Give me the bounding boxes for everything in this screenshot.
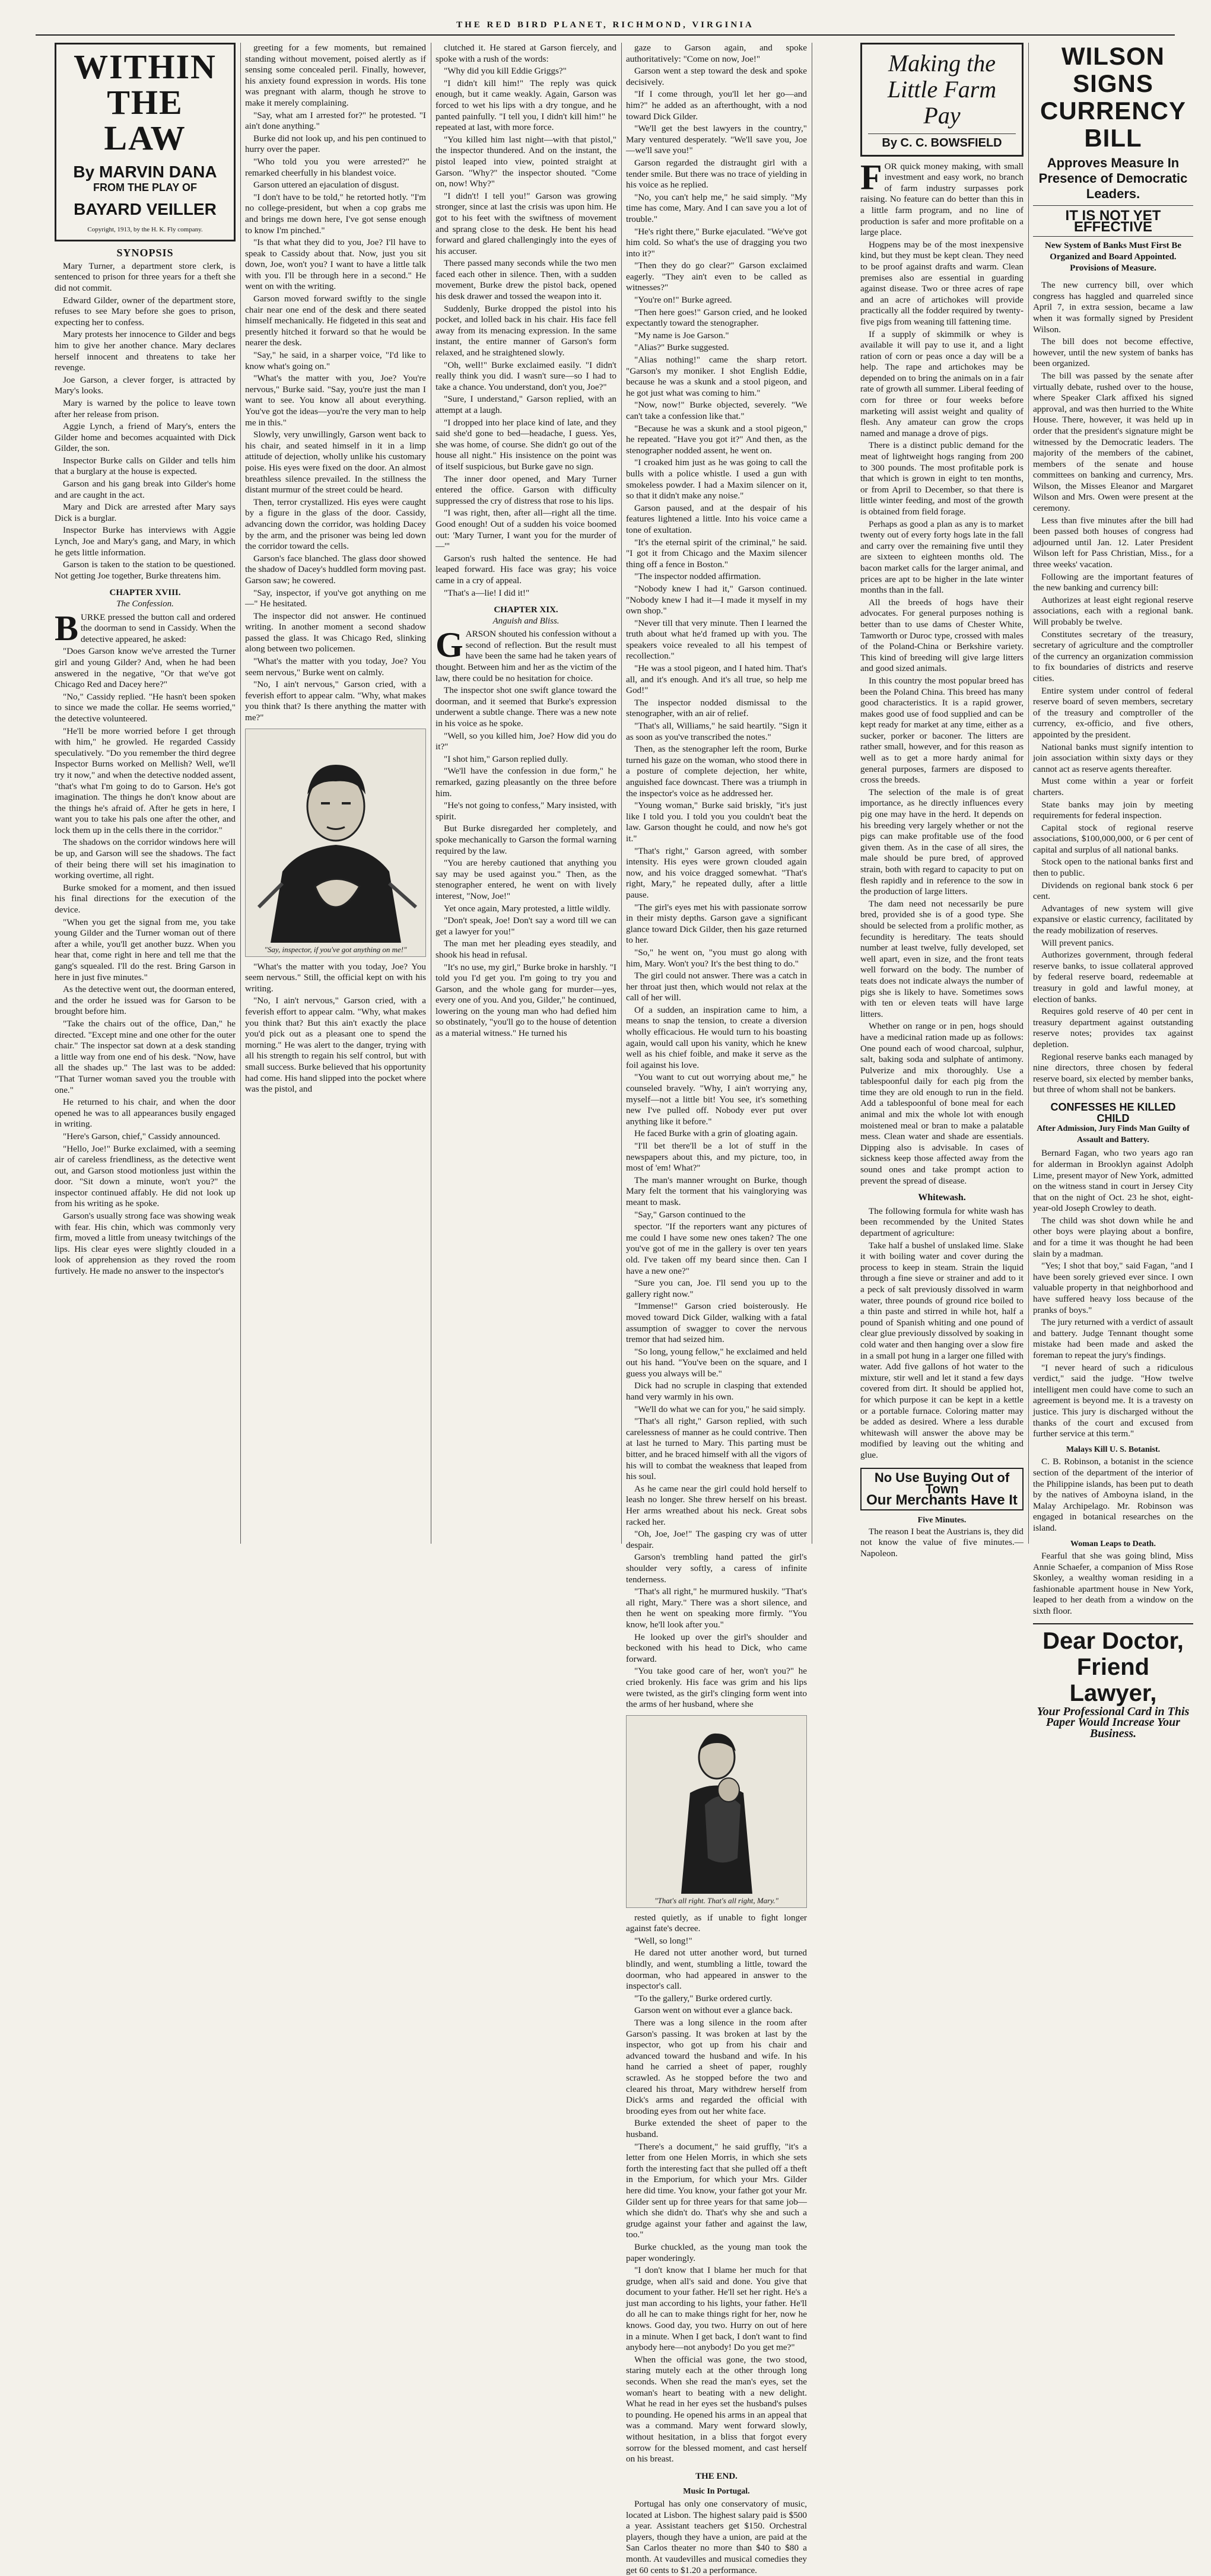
illustration-embrace	[626, 1715, 807, 1908]
chapter-19-paragraph: "I shot him," Garson replied dully.	[444, 753, 568, 764]
column-2-paragraph: "No, I ain't nervous," Garson cried, with a feverish effort to appear calm. "Why, what makes you think that? Is there anything the matter with me?"	[245, 679, 426, 723]
chapter-19-paragraph: But Burke disregarded her completely, and spoke mechanically to Garson the formal warning required by the law.	[436, 823, 616, 856]
farm-body	[860, 157, 1024, 1187]
column-2b-paragraph: "No, I ain't nervous," Garson cried, with a feverish effort to appear calm. "Why, what makes you think that? But this ain't exactly the place you'd pick out as a pleasant one to spend the morning." He was alert to the danger, trying with all his strength to regain his self control, but with small success. Burke believed that his opportunity had come. His hand slipped into the pocket where was the pistol, and	[245, 996, 426, 1095]
farm-title-line2: Little Farm Pay	[887, 76, 997, 129]
farm-byline: By C. C. BOWSFIELD	[868, 133, 1016, 149]
synopsis-paragraph: Mary and Dick are arrested after Mary says Dick is a burglar.	[55, 502, 236, 523]
column-3-paragraph: "I dropped into her place kind of late, and they said she'd gone to bed—headache, I guess. Yes, she was home, of course. She didn't go out of the house all night." His insistence on the point was of itself suspicious, but Burke gave no sign.	[436, 417, 616, 472]
column-2-paragraph: greeting for a few moments, but remained standing without movement, poised alertly as if sensing some concealed peril. Finally, however, his anxiety found expression in words. His tone was pregnant with alarm, though he strove to make it merely complaining.	[245, 43, 426, 108]
whitewash-body	[860, 1206, 1024, 1461]
wilson-paragraph: Will prevent panics.	[1041, 937, 1114, 948]
column-4-paragraph: "The girl's eyes met his with passionate sorrow in their misty depths. Garson gave a significant glance toward Dick Gilder, then his gaze returned to her.	[626, 902, 807, 946]
wilson-headline: WILSON SIGNS CURRENCY BILL	[1040, 42, 1186, 152]
serial-playwright: BAYARD VEILLER	[74, 199, 217, 218]
chapter-19-dropcap: G	[436, 625, 463, 665]
wilson-paragraph: Authorizes at least eight regional reserve associations, each with a regional bank. Will probably be twelve.	[1033, 594, 1193, 627]
garson-illustration-icon	[247, 729, 425, 943]
column-2-paragraph: "Say, what am I arrested for?" he protested. "I ain't done anything."	[245, 110, 426, 132]
synopsis-paragraph: Mary protests her innocence to Gilder and begs him to give her another chance. Mary declares herself innocent and threatens to take her revenge.	[55, 329, 236, 373]
synopsis-paragraph: Inspector Burke calls on Gilder and tells him that a burglary at the house is expected.	[55, 455, 236, 477]
column-4-paragraph: "That's all, Williams," he said heartily. "Sign it as soon as you've transcribed the notes."	[626, 721, 807, 742]
malays-body: C. B. Robinson, a botanist in the science section of the department of the interior of the Philippine islands, has been put to death by the natives of Amboyna island, in the Malay Archipelago. Mr. Robinson was engaged in botanical researches on the island.	[1033, 1456, 1193, 1533]
wilson-headline-block	[1033, 43, 1193, 274]
farm-dropcap: F	[860, 157, 882, 197]
column-2-paragraph: "Say, inspector, if you've got anything on me—" He hesitated.	[245, 587, 426, 609]
column-5-paragraph: Dick had no scruple in clasping that extended hand very warmly in his own.	[626, 1381, 807, 1403]
column-2-paragraph: "Say," he said, in a sharper voice, "I'd like to know what's going on."	[245, 350, 426, 371]
chapter-19-paragraph	[436, 625, 616, 684]
chapter-18-heading: CHAPTER XVIII.	[109, 588, 181, 598]
column-3-paragraph: "Sure, I understand," Garson replied, with an attempt at a laugh.	[436, 394, 616, 415]
serial-title-line2: THE LAW	[104, 83, 186, 157]
buy-local-ad	[860, 1468, 1024, 1510]
serial-title-box	[55, 43, 236, 241]
chapter-18-paragraph	[55, 608, 236, 648]
column-4-paragraph: Garson paused, and at the despair of his features lightened a little. Into his voice came a tone of exultation.	[626, 503, 807, 535]
column-5-paragraph: "Sure you can, Joe. I'll send you up to the gallery right now."	[626, 1278, 807, 1299]
wilson-paragraph: Stock open to the national banks first and then to public.	[1033, 857, 1193, 879]
chapter-18-paragraph: The shadows on the corridor windows here will be up, and Garson will see the shadows. The fact of their being there will set his imagination to working overtime, all right.	[55, 837, 236, 881]
wilson-paragraph: Authorizes government, through federal reserve banks, to issue collateral approved by federal reserve board, redeemable at treasury in gold and lawful money, at election of banks.	[1033, 950, 1193, 1004]
synopsis-paragraph: Inspector Burke has interviews with Aggie Lynch, Joe and Mary's gang, and Mary, in which he gets little information.	[55, 525, 236, 558]
wilson-paragraph: The bill was passed by the senate after virtually debate, rushed over to the house, where Speaker Clark affixed his signed approval, and was then hurried to the White House. There, however, it was held up in order that the president's signature might be witnessed by the Democratic leaders. The majority of the members of the cabinet, members of the senate and house committees on banking and currency, Mrs. Wilson, the Misses Eleanor and Margaret Wilson and Mrs. Owen were present at the ceremony.	[1033, 370, 1193, 514]
column-rule	[1028, 43, 1029, 1544]
whitewash-paragraph: The following formula for white wash has been recommended by the United States department of agriculture:	[860, 1206, 1024, 1238]
column-4-paragraph: "Never till that very minute. Then I learned the truth about what he'd framed up with you. The speakers voice revealed to all his tempest of recollection."	[626, 618, 807, 662]
column-4-paragraph: "Because he was a skunk and a stool pigeon," he repeated. "Have you got it?" And then, as the stenographer nodded assent, he went on.	[626, 423, 807, 456]
column-3-paragraph: There passed many seconds while the two men faced each other in silence. Then, with a sudden movement, Burke drew the pistol back, opened his desk drawer and tossed the weapon into it.	[436, 258, 616, 302]
synopsis-paragraph: Mary is warned by the police to leave town after her release from prison.	[55, 397, 236, 419]
column-3-paragraph: "You killed him last night—with that pistol," the inspector thundered. And on the instant, the pistol leaped into view, pointed straight at Garson. "Why?" the inspector shouted. "Come on, now! Why?"	[436, 134, 616, 189]
farm-title-box	[860, 43, 1024, 157]
confess-headline: CONFESSES HE KILLED CHILD	[1050, 1101, 1176, 1124]
synopsis-paragraph: Garson is taken to the station to be questioned. Not getting Joe together, Burke threatens him.	[55, 559, 236, 581]
farm-paragraph	[860, 157, 1024, 238]
column-serial-3	[436, 43, 616, 1544]
column-4-paragraph: "I'll bet there'll be a lot of stuff in the newspapers about this, and my picture, too, in most of 'em! What?"	[626, 1141, 807, 1173]
chapter-19-paragraph: "He's not going to confess," Mary insisted, with spirit.	[436, 800, 616, 822]
column-2-body	[245, 43, 426, 724]
chapter-19-paragraph: "Don't speak, Joe! Don't say a word till we can get a lawyer for you!"	[436, 915, 616, 937]
column-4-paragraph: "I croaked him just as he was going to call the bulls with a police whistle. I used a gun with smokeless powder. I had a Maxim silencer on it, so that it didn't make any noise."	[626, 457, 807, 501]
column-rule	[621, 43, 622, 1544]
music-portugal-heading: Music In Portugal.	[683, 2487, 750, 2497]
column-serial-2	[245, 43, 426, 1544]
wilson-paragraph: Less than five minutes after the bill had been passed both houses of congress had adjourned until Jan. 12. Later President Wilson left for Pass Christian, Miss., for a three weeks' vacation.	[1033, 515, 1193, 570]
farm-paragraph: Perhaps as good a plan as any is to market twenty out of every forty hogs late in the fall and carry over the remaining five until they are sixteen to eighteen months old. The bacon market calls for the larger animal, and prices are apt to be higher in the late winter months than in the fall.	[860, 519, 1024, 596]
column-4-paragraph: "Say," Garson continued to the	[634, 1209, 746, 1220]
column-2-paragraph: "Is that what they did to you, Joe? I'll have to speak to Cassidy about that. Now, just you sit down, Joe, won't you? I want to have a little talk with you. I'll be through here in a second." He went on with the writing.	[245, 237, 426, 292]
column-4-paragraph: Then, as the stenographer left the room, Burke turned his gaze on the woman, who stood there in a posture of complete dejection, her white, anguished face downcast. There was a triumph in the inspector's voice as he addressed her.	[626, 744, 807, 799]
chapter-18-paragraph: "Take the chairs out of the office, Dan," he directed. "Except mine and one other for the outer chair." The inspector sat down at a desk standing a little way from one end of his desk. "Now, have all the shades up." The last was to be added: "That Turner woman saved you the trouble with one."	[55, 1018, 236, 1095]
confess-paragraph: Bernard Fagan, who two years ago ran for alderman in Brooklyn against Adolph Lime, present mayor of New York, admitted on the witness stand in court in Jersey City that on the night of Oct. 23 he shot, eight-year-old Joseph Crowley to death.	[1033, 1148, 1193, 1214]
column-2-paragraph: "What's the matter with you, Joe? You're nervous," Burke said. "Say, you're just the man I want to see. You know all about everything. You've got the ideas—you're the very man to help me in this."	[245, 373, 426, 428]
chapter-19-paragraph: "It's no use, my girl," Burke broke in harshly. "I told you I'd get you. I'm going to try you and Garson, and the whole gang for murder—yes, every one of you. And you, Gilder," he continued, lowering on the young man who had defied him so obstinately, "you'll go to the house of detention as a material witness." He turned his	[436, 962, 616, 1039]
column-2-paragraph: Then, terror crystallized. His eyes were caught by a figure in the glass of the door. Cassidy, advancing down the corridor, was holding Dacey by the arm, and the prisoner was being led down the corridor toward the cells.	[245, 497, 426, 552]
column-4-paragraph: Of a sudden, an inspiration came to him, a means to snap the tension, to create a diversion wholly efficacious. He would turn to his boasting again, would call upon his vanity, which he knew well as his chief foible, and make it serve as the foil against his love.	[626, 1004, 807, 1070]
column-4-paragraph: The inspector nodded dismissal to the stenographer, with an air of relief.	[626, 697, 807, 719]
synopsis-paragraph: Aggie Lynch, a friend of Mary's, enters the Gilder home and becomes acquainted with Dick Gilder, the son.	[55, 421, 236, 454]
malays-heading: Malays Kill U. S. Botanist.	[1066, 1445, 1161, 1454]
wilson-paragraph: Advantages of new system will give expansive or elastic currency, facilitated by the ready mobilization of reserves.	[1033, 903, 1193, 936]
column-2-paragraph: "Who told you you were arrested?" he remarked cheerfully in his blandest voice.	[245, 156, 426, 178]
column-5b-paragraph: Garson went on without ever a glance back.	[634, 2005, 793, 2016]
column-4-paragraph: "Then here goes!" Garson cried, and he looked expectantly toward the stenographer.	[626, 307, 807, 329]
column-5b-paragraph: "To the gallery," Burke ordered curtly.	[634, 1993, 773, 2003]
column-4-paragraph: "Nobody knew I had it," Garson continued. "Nobody knew I had it—I made it myself in my own shop."	[626, 583, 807, 616]
column-5b-paragraph: "There's a document," he said gruffly, "it's a letter from one Helen Morris, in which she sets forth the interesting fact that she pulled off a theft in the Emporium, for which your Mrs. Gilder here did time. You know, your father got your Mr. Gilder sent up for three years for that same job—which she didn't do. That's why she and such a grudge against your father and against the law, too."	[626, 2141, 807, 2240]
column-rule	[240, 43, 241, 1544]
farm-paragraph: The selection of the male is of great importance, as he directly influences every pig one may have in the herd. It depends on his breeding very largely whether or not the pigs can make profitable use of the food given them. As in the case of all sires, the male should be pure bred, of approved strain, both with regard to capacity to put on flesh rapidly and in reference to the sow in the production of large litters.	[860, 787, 1024, 897]
column-5b-paragraph: "I don't know that I blame her much for that grudge, when all's said and done. You give that document to your father. He'll set her right. He's a just man according to his lights, your father. He'll do all he can to make things right for her, now he knows. Good day, you two. Hurry on out of here in a minute. When I get back, I don't want to find anybody here—not anybody! Do you get me?"	[626, 2265, 807, 2353]
column-5b-paragraph: "Well, so long!"	[634, 1935, 692, 1946]
wilson-deck-2: New System of Banks Must First Be Organized and Board Appointed. Provisions of Measure.	[1045, 241, 1181, 273]
column-4-paragraph: "The inspector nodded affirmation.	[634, 571, 761, 582]
column-3-paragraph: "Oh, well!" Burke exclaimed easily. "I didn't really think you did. I wasn't sure—so I had to take a chance. You understand, don't you, Joe?"	[436, 360, 616, 392]
wilson-paragraph: Following are the important features of the new banking and currency bill:	[1033, 571, 1193, 593]
confess-subheadline: After Admission, Jury Finds Man Guilty of Assault and Battery.	[1037, 1124, 1190, 1144]
column-4-paragraph: gaze to Garson again, and spoke authoritatively: "Come on now, Joe!"	[626, 43, 807, 64]
wilson-subheadline: Approves Measure In Presence of Democratic Leaders.	[1033, 155, 1193, 206]
wilson-paragraph: Requires gold reserve of 40 per cent in treasury department against outstanding reserve notes; provides tax against depletion.	[1033, 1006, 1193, 1050]
leap-body: Fearful that she was going blind, Miss Annie Schaefer, a companion of Miss Rose Skonley, a wealthy woman residing in a fashionable apartment house in New York, leaped to her death from a window on the sixth floor.	[1033, 1551, 1193, 1617]
column-4-paragraph: "My name is Joe Garson."	[634, 330, 729, 341]
chapter-18-paragraph: "He'll be more worried before I get through with him," he growled. He regarded Cassidy speculatively. "Do you remember the third degree Inspector Burns worked on Mellish? Well, we'll try it now," and when the detective nodded assent, "that's what I'm going to do to Garson. He's got imagination. The things he don't know about are the things he's afraid of. After he gets in here, I want you to take his pals one after the other, and lock them up in the cells there in the corridor."	[55, 726, 236, 835]
chapter-18-paragraph: Burke smoked for a moment, and then issued his final directions for the execution of the device.	[55, 882, 236, 915]
column-4-paragraph: "You want to cut out worrying about me," he counseled bravely. "Why, I ain't worrying any, myself—not a little bit! You see, it's something new I've pulled off. Nobody ever put over anything like it before."	[626, 1072, 807, 1127]
column-serial-start	[55, 43, 236, 1544]
chapter-18-first-text: URKE pressed the button call and ordered the doorman to send in Cassidy. When the detective appeared, he asked:	[81, 612, 236, 644]
column-5-paragraph: spector. "If the reporters want any pictures of me could I have some new ones taken? The one you've got of me in the gallery is over ten years old. I've taken off my beard since then. Can I have a new one?"	[626, 1222, 807, 1276]
column-3-paragraph: "Why did you kill Eddie Griggs?"	[444, 66, 567, 77]
synopsis-body	[55, 261, 236, 582]
chapter-19-first-text: ARSON shouted his confession without a second of reflection. But the result must have been the same had he taken years of thought. Between him and her as the victim of the law, there could be no hesitation for choice.	[436, 629, 616, 683]
farm-paragraph: Hogpens may be of the most inexpensive kind, but they must be kept clean. They need to be proof against drafts and warm. Clean premises also are essential in guarding against disease. Two or three acres of rape and an acre of artichokes will provide practically all the fodder required by twenty-five pigs from weaning till fattening time.	[860, 239, 1024, 327]
farm-paragraph: There is a distinct public demand for the meat of lightweight hogs ranging from 200 to 300 pounds. The most profitable pork is that which is grown in eight to ten months, or from April to December, so that there is little winter feeding, and most of the growth is obtained from field forage.	[860, 440, 1024, 517]
serial-copyright: Copyright, 1913, by the H. K. Fly company.	[87, 225, 203, 233]
column-2-paragraph: "I don't have to be told," he retorted hotly. "I'm no college-president, but when a cop grabs me and brings me down here, I've got sense enough to know I'm pinched."	[245, 192, 426, 236]
masthead: THE RED BIRD PLANET, RICHMOND, VIRGINIA	[36, 20, 1175, 36]
column-5-paragraph: "That's all right," Garson replied, with such carelessness of manner as he could contrive. Then at last he turned to Mary. This parting must be bitter, and he braced himself with all the vigors of his will to combat the weakness that leaped from his soul.	[626, 1416, 807, 1482]
chapter-18-subheading: The Confession.	[116, 599, 174, 609]
column-4-paragraph: "Young woman," Burke said briskly, "it's just like I told you. I told you you couldn't beat the law. Garson thought he could, and now he's got it."	[626, 800, 807, 844]
column-4-paragraph: "So," he went on, "you must go along with him, Mary. Won't you? It's the best thing to do."	[626, 947, 807, 969]
chapter-18-paragraph: He returned to his chair, and when the door opened he was to all appearances busily engaged in writing.	[55, 1097, 236, 1130]
column-farm	[860, 43, 1024, 1559]
wilson-paragraph: Entire system under control of federal reserve board of seven members, secretary of the treasury and comptroller of the currency, ex-officio, and five others, appointed by the president.	[1033, 685, 1193, 740]
wilson-paragraph: The new currency bill, over which congress has haggled and quarreled since April 7, in extra session, became a law when it was formally signed by President Wilson.	[1033, 280, 1193, 335]
chapter-18-paragraph: "When you get the signal from me, you take young Gilder and the Turner woman out of there after a while, you'll get another buzz. When you hear that, come right in here and tell me that the gang's squealed. I'll do the rest. Bring Garson in here in just five minutes."	[55, 917, 236, 982]
column-2-paragraph: Burke did not look up, and his pen continued to hurry over the paper.	[245, 133, 426, 155]
wilson-paragraph: Dividends on regional bank stock 6 per cent.	[1033, 880, 1193, 902]
the-end-label: THE END.	[695, 2471, 738, 2481]
column-4-paragraph: "He's right there," Burke ejaculated. "We've got him cold. So what's the use of dragging you two into it?"	[626, 226, 807, 259]
column-4-paragraph: "You're on!" Burke agreed.	[634, 295, 732, 306]
column-4-paragraph: "No, you can't help me," he said simply. "My time has come, Mary. And I can save you a lot of trouble."	[626, 192, 807, 224]
chapter-19-body	[436, 625, 616, 1039]
buy-local-ad-line1: No Use Buying Out of Town	[874, 1470, 1010, 1497]
chapter-18-paragraph: "No," Cassidy replied. "He hasn't been spoken to since we made the collar. He seems worried," the detective volunteered.	[55, 691, 236, 724]
chapter-18-paragraph: Garson's usually strong face was showing weak with fear. His chin, which was commonly very firm, moved a little from uneasy twitchings of the lips. His clear eyes were slightly clouded in a look of apprehension as they roved the room furtively. He made no answer to the inspector's	[55, 1211, 236, 1277]
illustration-garson-seated	[245, 729, 426, 957]
column-5-paragraph: Garson's trembling hand patted the girl's shoulder very softly, a caress of infinite tenderness.	[626, 1552, 807, 1585]
chapter-19-paragraph: "Well, so you killed him, Joe? How did you do it?"	[436, 730, 616, 752]
wilson-paragraph: Regional reserve banks each managed by nine directors, three chosen by federal reserve board, six elected by member banks, but three of whom shall not be bankers.	[1033, 1051, 1193, 1095]
synopsis-paragraph: Mary Turner, a department store clerk, is sentenced to prison for three years for a theft she did not commit.	[55, 260, 236, 293]
column-4-paragraph: "Alias nothing!" came the sharp retort. "Garson's my moniker. I shot English Eddie, because he was a skunk and a stool pigeon, and he got just what was coming to him."	[626, 355, 807, 398]
five-minutes-quote: The reason I beat the Austrians is, they did not know the value of five minutes.—Napoleon.	[860, 1526, 1024, 1559]
column-4-paragraph: The man's manner wrought on Burke, though Mary felt the torment that his vainglorying was meant to mask.	[626, 1175, 807, 1207]
column-3-paragraph: Garson's rush halted the sentence. He had leaped forward. His face was gray; his voice came in a cry of appeal.	[436, 553, 616, 586]
column-5-paragraph: "So long, young fellow," he exclaimed and held out his hand. "You've been on the square, and I guess you always will be."	[626, 1346, 807, 1379]
column-3-paragraph: clutched it. He stared at Garson fiercely, and spoke with a rush of the words:	[436, 43, 616, 64]
column-4-paragraph: "Now, now!" Burke objected, severely. "We can't take a confession like that."	[626, 400, 807, 421]
serial-byline: By MARVIN DANA	[73, 163, 217, 181]
confess-paragraph: "I never heard of such a ridiculous verdict," said the judge. "How twelve intelligent men could have come to such an agreement is beyond me. It is a travesty on justice. This jury is discharged without the thanks of the court and excused from further service at this term."	[1033, 1362, 1193, 1439]
column-5-paragraph: "You take good care of her, won't you?" he cried brokenly. His face was grim and his lips were twisted, as the girl's clinging form went into the arms of her husband, where she	[626, 1666, 807, 1710]
column-3-paragraph: The inner door opened, and Mary Turner entered the office. Garson with difficulty suppressed the cry of distress that rose to his lips.	[436, 473, 616, 506]
column-5-paragraph: "That's all right," he murmured huskily. "That's all right, Mary." There was a short silence, and then he went on speaking more firmly. "You know, he'll look after you."	[626, 1586, 807, 1630]
column-4-paragraph: "Then they do go clear?" Garson exclaimed eagerly. "They ain't even to be called as witnesses?"	[626, 260, 807, 293]
wilson-paragraph: The bill does not become effective, however, until the new system of banks has been organized.	[1033, 336, 1193, 369]
column-5b-paragraph: rested quietly, as if unable to fight longer against fate's decree.	[626, 1912, 807, 1934]
farm-first-text: OR quick money making, with small investment and easy work, no branch of farm industry surpasses pork raising. No feature can do better than this in a little farm program, and no line of production is safer and more profitable on a large place.	[860, 161, 1024, 238]
farm-paragraph: If a supply of skimmilk or whey is available it will pay to use it, and a light ration of corn or peas once a day will be a help. The rape and artichokes may be depended on to bring the animals on in a fair rate of growth all summer. Liberal feeding of corn for three or four weeks before marketing will assist weight and quality of flesh. Any amateur can grow the crops named and manage a drove of pigs.	[860, 329, 1024, 438]
confess-body	[1033, 1148, 1193, 1439]
farm-paragraph: In this country the most popular breed has been the Poland China. This breed has many good characteristics. It is a rapid grower, makes good use of food supplied and can be kept ready for market at any time, either as a sucker, porker or baconer. The litters are rather small, however, and for this reason as well as to get a more hardy animal for general purposes, farmers are disposed to cross the breeds.	[860, 675, 1024, 785]
chapter-19-paragraph: The inspector shot one swift glance toward the doorman, and it seemed that Burke's expression underwent a subtle change. There was a new note in his voice as he spoke.	[436, 685, 616, 729]
chapter-19-heading: CHAPTER XIX.	[494, 605, 558, 615]
column-5-paragraph: As he came near the girl could hold herself to leash no longer. She threw herself on his breast. Her arms wreathed about his neck. Great sobs racked her.	[626, 1483, 807, 1527]
wilson-body	[1033, 280, 1193, 1096]
chapter-18-paragraph: "Here's Garson, chief," Cassidy announced.	[63, 1131, 221, 1141]
column-3-body	[436, 43, 616, 599]
chapter-19-paragraph: Yet once again, Mary protested, a little wildly.	[444, 903, 611, 914]
illustration-caption: "That's all right. That's all right, Mary."	[654, 1896, 778, 1905]
dear-doctor: Dear Doctor,	[1042, 1627, 1184, 1654]
column-2-paragraph: "What's the matter with you today, Joe? You seem nervous," Burke went on calmly.	[245, 656, 426, 678]
column-4-paragraph: "It's the eternal spirit of the criminal," he said. "I got it from Chicago and the Maxim silencer thing off a fence in Boston."	[626, 537, 807, 570]
column-4-paragraph: "That's right," Garson agreed, with somber intensity. His eyes were grown clouded again now, and his voice dragged somewhat. "That's right, Mary," he repeated dully, after a little pause.	[626, 845, 807, 900]
chapter-18-dropcap: B	[55, 608, 79, 648]
whitewash-heading: Whitewash.	[918, 1192, 966, 1203]
confess-paragraph: "Yes; I shot that boy," said Fagan, "and I have been sorely grieved ever since. I own valuable property in that neighborhood and have suffered heavy loss because of the pranks of boys."	[1033, 1261, 1193, 1315]
chapter-18-body	[55, 608, 236, 1277]
column-4-paragraph: He faced Burke with a grin of gloating again.	[634, 1128, 798, 1139]
wilson-paragraph: Must come within a year or forfeit charters.	[1033, 776, 1193, 797]
buy-local-ad-line2: Our Merchants Have It	[866, 1491, 1018, 1508]
synopsis-paragraph: Joe Garson, a clever forger, is attracted by Mary's looks.	[55, 374, 236, 396]
column-2-paragraph: Garson uttered an ejaculation of disgust.	[253, 180, 399, 190]
farm-paragraph: The dam need not necessarily be pure bred, provided she is of a good type. She should be selected from a prolific mother, as fecundity is hereditary. The teats should number at least twelve, fully developed, set well apart, even in size, and the front teats well forward on the body. The number of teats does not indicate always the number of pigs she is likely to have. Sometimes sows with ten or eleven teats will have large litters.	[860, 898, 1024, 1019]
chapter-19-paragraph: "You are hereby cautioned that anything you say may be used against you." Then, as the stenographer entered, he went on with lively interest, "Now, Joe!"	[436, 858, 616, 901]
chapter-18-paragraph: "Hello, Joe!" Burke exclaimed, with a seeming air of careless friendliness, as the detective went out, and Garson stood motionless just within the door. "Sit down a minute, won't you?" the inspector continued affably. He did not look up from his writing as he spoke.	[55, 1143, 236, 1209]
whitewash-paragraph: Take half a bushel of unslaked lime. Slake it with boiling water and cover during the process to keep in steam. Strain the liquid through a fine sieve or strainer and add to it a peck of salt previously dissolved in warm water, three pounds of ground rice boiled to a thin paste and stirred in while hot, half a pound of Spanish whiting and one pound of clear glue previously dissolved by soaking in cold water and then hanging over a slow fire in a small pot hung in a larger one filled with water. Add five gallons of hot water to the mixture, stir well and let it stand a few days covered from dirt. It should be applied hot, for which purpose it can be kept in a kettle or a portable furnace. Coloring matter may be added as desired. Where a less durable whitewash will answer the above may be modified by leaving out the whiting and glue.	[860, 1240, 1024, 1460]
farm-paragraph: Whether on range or in pen, hogs should have a medicinal ration made up as follows: One pound each of wood charcoal, sulphur, salt, baking soda and sulphate of antimony. Pulverize and mix thoroughly. Use a tablespoonful daily for each pig from the time they are old enough to run in the field. Add a tablespoonful of bone meal for each animal and mix the whole lot with enough moistened meal or bran to make a palatable mess. Clean water and shade are essentials. Dipping also is advisable. In cases of sickness keep those affected away from the sound ones and take prompt action to prevent the spread of disease.	[860, 1021, 1024, 1186]
column-3-paragraph: "That's a—lie! I did it!"	[444, 587, 530, 598]
professional-card-ad	[1033, 1623, 1193, 1739]
column-5-paragraph: He looked up over the girl's shoulder and beckoned with his head to Dick, who came forward.	[626, 1632, 807, 1664]
professional-card-text: Your Professional Card in This Paper Would Increase Your Business.	[1037, 1704, 1190, 1740]
column-5-paragraph: "Immense!" Garson cried boisterously. He moved toward Dick Gilder, walking with a fatal assumption of swagger to cover the nervous tremor that had seized him.	[626, 1301, 807, 1345]
column-3-paragraph: "I didn't! I tell you!" Garson was growing stronger, since at last the crisis was upon him. He got to his feet with the swiftness of movement and sprang close to the desk. He bent his head forward and glared challengingly into the eyes of his accuser.	[436, 190, 616, 256]
column-4-paragraph: "We'll get the best lawyers in the country," Mary ventured desperately. "We'll save you, Joe—we'll save you!"	[626, 123, 807, 156]
column-4-paragraph: "If I come through, you'll let her go—and him?" he added as an afterthought, with a nod toward Dick Gilder.	[626, 89, 807, 122]
chapter-19-paragraph: The man met her pleading eyes steadily, and shook his head in refusal.	[436, 939, 616, 960]
column-3-paragraph: "I didn't kill him!" The reply was quick enough, but it came weakly. Again, Garson was forced to wet his lips with a dry tongue, and he panted painfully. "I tell you, I didn't kill him!" he repeated at last, with more force.	[436, 78, 616, 133]
column-4-body	[626, 43, 807, 2576]
column-3-paragraph: Suddenly, Burke dropped the pistol into his pocket, and lolled back in his chair. His face fell away from its menacing expression. In the same instant, the entire manner of Garson's form relaxed, and he straightened slowly.	[436, 303, 616, 358]
chapter-18-paragraph: "Does Garson know we've arrested the Turner girl and young Gilder? And, when he had been answered in the negative, "Or that we've got Chicago Red and Dacey here?"	[55, 646, 236, 690]
illustration-caption: "Say, inspector, if you've got anything on me!"	[264, 944, 407, 954]
column-2-paragraph: Garson's face blanched. The glass door showed the shadow of Dacey's huddled form moving past. Garson saw; he cowered.	[245, 553, 426, 586]
column-5b-paragraph: Burke chuckled, as the young man took the paper wonderingly.	[626, 2241, 807, 2263]
column-serial-4	[626, 43, 807, 2575]
leap-heading: Woman Leaps to Death.	[1070, 1539, 1156, 1548]
wilson-deck: IT IS NOT YET EFFECTIVE	[1033, 211, 1193, 237]
column-5b-paragraph: When the official was gone, the two stood, staring mutely each at the other through long seconds. When she read the man's eyes, set the woman's heart to beating with a new delight. What he read in her eyes set the husband's pulses to pounding. He opened his arms in an appeal that was a command. Mary went forward slowly, without hesitation, in a bliss that forgot every sorrow for the blessed moment, and cast herself on his breast.	[626, 2354, 807, 2464]
music-portugal-body: Portugal has only one conservatory of music, located at Lisbon. The highest salary paid is $500 a year. Assistant teachers get $150. Orchestral players, though they have a union, are paid at the San Carlos theater no more than $40 to $80 a month. At vaudevilles and musical comedies they get 60 cents to $1.20 a performance.	[626, 2498, 807, 2575]
column-4-paragraph: "Alias?" Burke suggested.	[634, 342, 729, 353]
column-4-paragraph: Garson regarded the distraught girl with a tender smile. But there was no trace of yielding in his voice as he replied.	[626, 157, 807, 190]
friend-lawyer: Friend Lawyer,	[1069, 1653, 1157, 1706]
farm-paragraph: All the breeds of hogs have their advocates. For general purposes nothing is better than to use dams of Chester White, Tamworth or Duroc type, crossed with males of the Poland-China or Berkshire variety. This kind of breeding will give large litters and good sized animals.	[860, 597, 1024, 674]
column-5b-paragraph: Burke extended the sheet of paper to the husband.	[626, 2118, 807, 2139]
column-2-paragraph: The inspector did not answer. He continued writing. In another moment a second shadow passed the glass. It was Chicago Red, slinking along between two policemen.	[245, 610, 426, 654]
synopsis-paragraph: Edward Gilder, owner of the department store, refuses to see Mary before she goes to prison, expecting her to confess.	[55, 295, 236, 327]
column-2-body-continued	[245, 962, 426, 1095]
chapter-19-paragraph: "We'll have the confession in due form," he remarked, gazing pleasantly on the three before him.	[436, 766, 616, 799]
wilson-paragraph: Capital stock of regional reserve associations, $100,000,000, or 6 per cent of capital and surplus of all national banks.	[1033, 822, 1193, 855]
column-4-paragraph: The girl could not answer. There was a catch in her throat just then, which would not relax at the call of her will.	[626, 971, 807, 1003]
serial-title-line1: WITHIN	[74, 47, 217, 86]
column-3-paragraph: "I was right, then, after all—right all the time. Good enough! Out of a sudden his voice boomed out: 'Mary Turner, I want you for the murder of—'"	[436, 508, 616, 552]
embrace-illustration-icon	[634, 1716, 800, 1894]
serial-from-play: FROM THE PLAY OF	[93, 182, 198, 193]
synopsis-paragraph: Garson and his gang break into Gilder's home and are caught in the act.	[55, 479, 236, 500]
column-2b-paragraph: "What's the matter with you today, Joe? You seem nervous." Still, the official kept on with his writing.	[245, 961, 426, 994]
confess-paragraph: The jury returned with a verdict of assault and battery. Judge Tennant thought some mistake had been made and asked the foreman to repeat the jury's findings.	[1033, 1317, 1193, 1360]
column-5-paragraph: "Oh, Joe, Joe!" The gasping cry was of utter despair.	[626, 1529, 807, 1550]
column-5b-paragraph: He dared not utter another word, but turned blindly, and went, stumbling a little, toward the doorman, who had appeared in answer to the inspector's call.	[626, 1948, 807, 1992]
column-wilson	[1033, 42, 1193, 1740]
chapter-19-subheading: Anguish and Bliss.	[492, 616, 560, 626]
column-2-paragraph: Garson moved forward swiftly to the single chair near one end of the desk and there seated himself mechanically. He fidgeted in this seat and presently hitched it forward so that he would be nearer the desk.	[245, 294, 426, 348]
farm-title-line1: Making the	[888, 50, 996, 77]
synopsis-heading: SYNOPSIS	[116, 247, 174, 259]
wilson-paragraph: Constitutes secretary of the treasury, secretary of agriculture and the comptroller of the currency an organization commission to fix boundaries of districts and reserve cities.	[1033, 629, 1193, 683]
wilson-paragraph: National banks must signify intention to join association within sixty days or they cannot act as reserve agents thereafter.	[1033, 742, 1193, 774]
column-5b-paragraph: There was a long silence in the room after Garson's passing. It was broken at last by the inspector, who got up from his chair and advanced toward the husband and wife. In his hand he carried a sheet of paper, roughly scrawled. As he stopped before the two and cleared his throat, Mary withdrew herself from Dick's arms and regarded the official with brooding eyes from out her white face.	[626, 2018, 807, 2116]
confess-paragraph: The child was shot down while he and other boys were playing about a bonfire, and for a time it was thought he had been slain by a madman.	[1033, 1215, 1193, 1259]
column-4-paragraph: Garson went a step toward the desk and spoke decisively.	[626, 66, 807, 87]
column-4-paragraph: "He was a stool pigeon, and I hated him. That's all, and it's enough. And it's all true, so help me God!"	[626, 663, 807, 696]
wilson-paragraph: State banks may join by meeting requirements for federal inspection.	[1033, 799, 1193, 821]
column-2-paragraph: Slowly, very unwillingly, Garson went back to his chair, and seated himself in it in a limp attitude of dejection, wholly unlike his customary poise. His eyes were fixed on the door. An almost breathless silence prevailed. In the stillness the distant murmur of the street could be heard.	[245, 430, 426, 495]
chapter-18-paragraph: As the detective went out, the doorman entered, and the order he issued was for Garson to be brought before him.	[55, 984, 236, 1017]
column-5-paragraph: "We'll do what we can for you," he said simply.	[634, 1404, 806, 1414]
five-minutes-heading: Five Minutes.	[917, 1516, 967, 1525]
